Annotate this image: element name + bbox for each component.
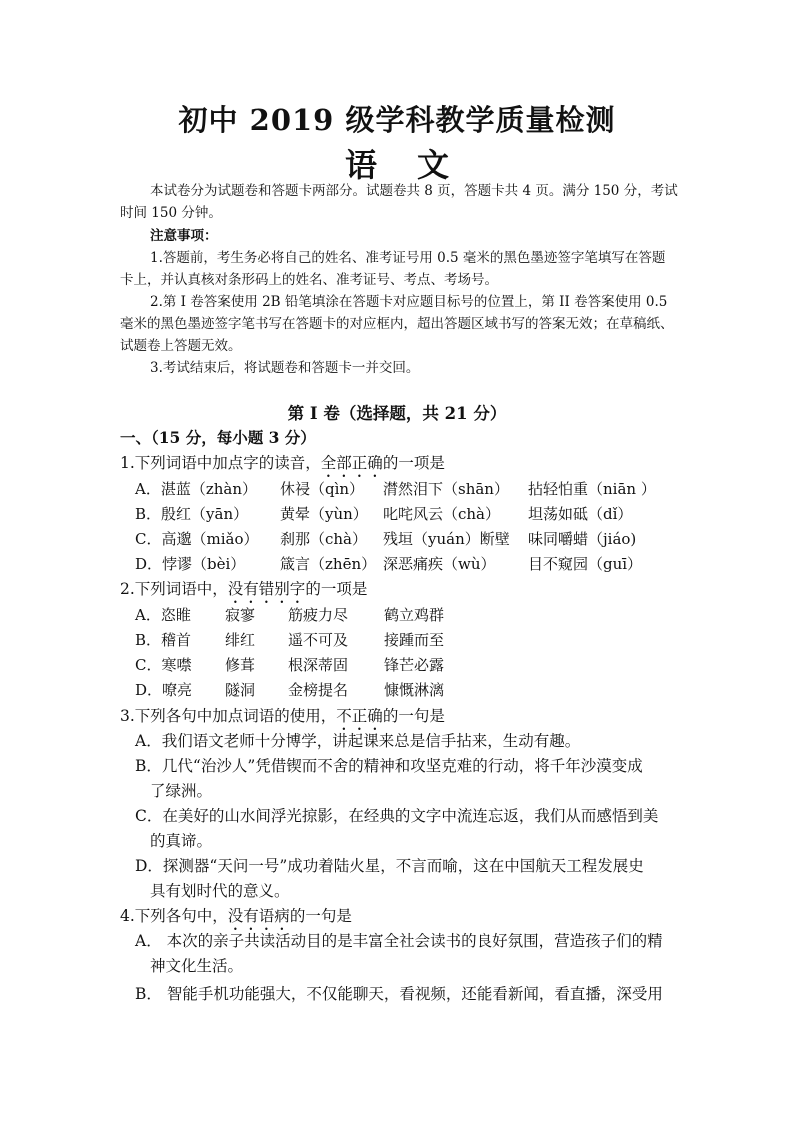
q2-c-4: 锋芒必露 (384, 656, 445, 674)
q1-d-2: 箴言（zhēn） (280, 555, 377, 573)
q1-a-2: 休祲（qìn） (280, 480, 365, 498)
question-4-stem-c: 的一句是 (289, 907, 352, 925)
q1-b-3: 叱咤风云（chà） (383, 505, 501, 523)
q2-a-3: 筋疲力尽 (288, 606, 349, 624)
intro-line-2: 时间 150 分钟。 (120, 205, 222, 221)
q1-a-1: A．湛蓝（zhàn） (135, 480, 258, 498)
q2-a-1: A．恣睢 (135, 606, 191, 624)
question-1-stem (120, 453, 445, 481)
question-3-option-a: A．我们语文老师十分博学，讲起课来总是信手拈来，生动有趣。 (135, 732, 581, 750)
q2-b-4: 接踵而至 (384, 631, 445, 649)
question-4-stem-key: 没有语病 (227, 907, 290, 925)
question-3-option-c-line-1: C．在美好的山水间浮光掠影，在经典的文字中流连忘返，我们从而感悟到美 (135, 807, 659, 825)
q1-c-2: 刹那（chà） (280, 530, 368, 548)
question-2-stem-a: 2.下列词语中， (120, 580, 228, 598)
notes-line-1: 1.答题前，考生务必将自己的姓名、准考证号用 0.5 毫米的黑色墨迹签字笔填写在答题 (150, 250, 666, 266)
q1-b-4: 坦荡如砥（dǐ） (528, 505, 633, 523)
question-3-option-d-line-1: D．探测器“天问一号”成功着陆火星，不言而喻，这在中国航天工程发展史 (135, 857, 644, 875)
question-3-option-b-line-2: 了绿洲。 (150, 782, 213, 800)
question-4-stem-a: 4.下列各句中， (120, 907, 228, 925)
q1-b-1: B．殷红（yān） (135, 505, 249, 523)
question-2-stem-key: 没有错别字 (227, 580, 306, 598)
notes-heading: 注意事项： (150, 228, 218, 244)
q2-a-2: 寂寥 (225, 606, 256, 624)
notes-line-6: 3.考试结束后，将试题卷和答题卡一并交回。 (150, 360, 420, 376)
intro-line-1: 本试卷分为试题卷和答题卡两部分。试题卷共 8 页，答题卡共 4 页。满分 150 分，考试 (150, 183, 678, 199)
q2-b-3: 遥不可及 (288, 631, 349, 649)
q1-a-3: 潸然泪下（shān） (383, 480, 509, 498)
q2-b-2: 绯红 (225, 631, 256, 649)
question-3-stem-c: 的一句是 (382, 707, 445, 725)
question-4-stem (120, 906, 352, 934)
question-4-option-a-line-1: A． 本次的亲子共读活动目的是丰富全社会读书的良好氛围，营造孩子们的精 (135, 932, 663, 950)
q1-a-4: 拈轻怕重（niān ） (528, 480, 656, 498)
question-4-option-b-line-1: B． 智能手机功能强大，不仅能聊天，看视频，还能看新闻，看直播，深受用 (135, 985, 663, 1003)
question-3-option-b-line-1: B．几代“治沙人”凭借锲而不舍的精神和攻坚克难的行动，将千年沙漠变成 (135, 757, 643, 775)
q2-c-2: 修葺 (225, 656, 256, 674)
exam-subject: 语文 (344, 146, 489, 184)
q1-d-4: 目不窥园（guī） (528, 555, 643, 573)
question-1-stem-key: 全部正确 (320, 454, 383, 472)
q1-d-3: 深恶痛疾（wù） (383, 555, 496, 573)
q2-c-3: 根深蒂固 (288, 656, 349, 674)
q2-d-2: 隧洞 (225, 681, 256, 699)
question-1-stem-a: 1.下列词语中加点字的读音， (120, 454, 321, 472)
question-4-option-a-line-2: 神文化生活。 (150, 957, 244, 975)
question-3-stem (120, 706, 445, 734)
notes-line-3: 2.第 I 卷答案使用 2B 铅笔填涂在答题卡对应题目标号的位置上，第 II 卷答案使用 0.5 (150, 294, 668, 310)
section-title: 第 I 卷（选择题，共 21 分） (287, 404, 507, 423)
notes-line-4: 毫米的黑色墨迹签字笔书写在答题卡的对应框内，超出答题区域书写的答案无效；在草稿纸、 (120, 316, 674, 332)
question-2-stem (120, 579, 367, 607)
question-3-option-d-line-2: 具有划时代的意义。 (150, 882, 290, 900)
question-3-stem-key: 不正确 (336, 707, 383, 725)
q1-c-4: 味同嚼蜡（jiáo) (528, 530, 637, 548)
q1-b-2: 黄晕（yùn） (280, 505, 368, 523)
exam-title: 初中 2019 级学科教学质量检测 (178, 103, 616, 137)
q2-a-4: 鹤立鸡群 (384, 606, 445, 624)
question-1-stem-c: 的一项是 (382, 454, 445, 472)
q1-c-1: C．高邈（miǎo） (135, 530, 259, 548)
q2-d-4: 慷慨淋漓 (384, 681, 445, 699)
question-3-option-c-line-2: 的真谛。 (150, 832, 213, 850)
q2-d-3: 金榜提名 (288, 681, 349, 699)
q2-b-1: B．稽首 (135, 631, 192, 649)
q2-d-1: D．嘹亮 (135, 681, 193, 699)
notes-line-5: 试题卷上答题无效。 (120, 338, 242, 354)
part-heading: 一、（15 分，每小题 3 分） (120, 428, 316, 447)
question-3-stem-a: 3.下列各句中加点词语的使用， (120, 707, 337, 725)
q2-c-1: C．寒噤 (135, 656, 192, 674)
question-2-stem-c: 的一项是 (305, 580, 368, 598)
q1-c-3: 残垣（yuán）断壁 (383, 530, 510, 548)
q1-d-1: D．悖谬（bèi） (135, 555, 246, 573)
notes-line-2: 卡上，并认真核对条形码上的姓名、准考证号、考点、考场号。 (120, 272, 498, 288)
